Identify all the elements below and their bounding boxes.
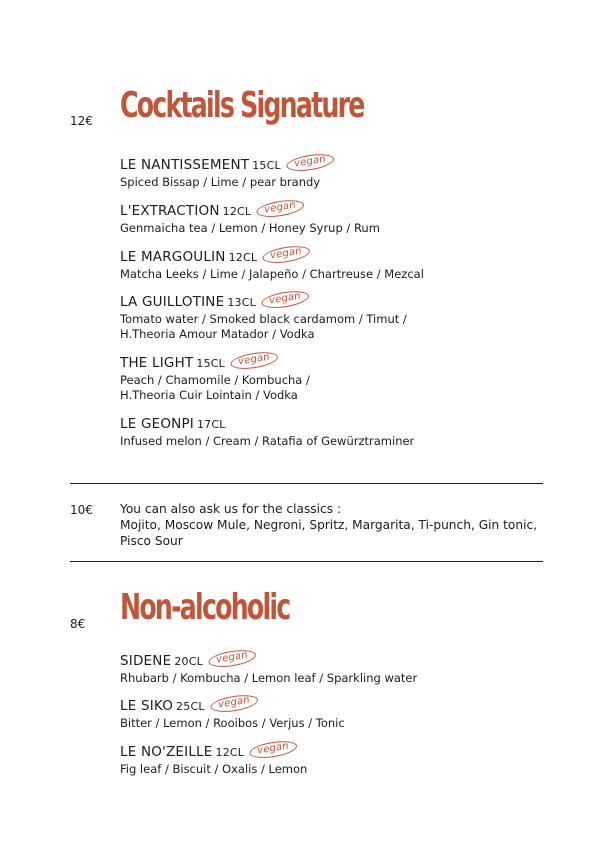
item-volume: 20CL	[174, 655, 203, 668]
divider	[70, 483, 543, 484]
item-volume: 12CL	[228, 251, 258, 264]
item-name: LE NANTISSEMENT	[120, 157, 250, 173]
item-volume: 17CL	[196, 418, 226, 431]
non-alcoholic-title: Non-alcoholic	[120, 587, 290, 628]
vegan-badge: vegan	[285, 151, 335, 173]
item-volume: 15CL	[196, 357, 225, 370]
divider	[70, 561, 543, 562]
item-description: H.Theoria Amour Matador / Vodka	[120, 327, 315, 341]
vegan-badge: vegan	[209, 692, 259, 714]
cocktails-price: 12€	[70, 114, 93, 128]
item-name: SIDENE	[120, 653, 172, 669]
vegan-badge: vegan	[207, 647, 257, 669]
item-description: Peach / Chamomile / Kombucha /	[120, 373, 310, 387]
item-name: L'EXTRACTION	[120, 203, 220, 219]
menu-item	[120, 153, 335, 190]
item-description: Matcha Leeks / Lime / Jalapeño / Chartreuse / Mezcal	[120, 267, 424, 281]
menu-item	[120, 245, 424, 282]
non-alcoholic-price: 8€	[70, 617, 86, 631]
item-description: Spiced Bissap / Lime / pear brandy	[120, 175, 321, 189]
vegan-badge: vegan	[260, 288, 310, 310]
item-description: Infused melon / Cream / Ratafia of Gewürztraminer	[120, 434, 415, 448]
item-volume: 12CL	[222, 205, 252, 218]
item-volume: 12CL	[215, 746, 245, 759]
item-volume: 13CL	[227, 296, 256, 309]
menu-item	[120, 199, 380, 236]
vegan-badge: vegan	[262, 243, 312, 265]
vegan-badge: vegan	[256, 197, 306, 219]
menu-item	[120, 415, 414, 449]
menu-item	[120, 351, 310, 403]
item-description: Fig leaf / Biscuit / Oxalis / Lemon	[120, 762, 308, 776]
item-description: H.Theoria Cuir Lointain / Vodka	[120, 388, 298, 402]
classics-list: Mojito, Moscow Mule, Negroni, Spritz, Margarita, Ti-punch, Gin tonic, Pisco Sour	[120, 518, 538, 548]
menu-item	[120, 649, 418, 686]
item-name: LA GUILLOTINE	[120, 294, 225, 310]
item-volume: 15CL	[252, 159, 281, 172]
item-name: LE GEONPI	[120, 416, 194, 432]
item-name: LE SIKO	[120, 698, 174, 714]
menu-item	[120, 694, 345, 731]
classics-intro: You can also ask us for the classics :	[120, 502, 342, 516]
item-volume: 25CL	[176, 700, 205, 713]
item-description: Tomato water / Smoked black cardamom / Timut /	[120, 312, 407, 326]
item-name: LE NO'ZEILLE	[120, 744, 213, 760]
item-description: Genmaicha tea / Lemon / Honey Syrup / Rum	[120, 221, 380, 235]
item-description: Bitter / Lemon / Rooibos / Verjus / Tonic	[120, 716, 345, 730]
item-name: LE MARGOULIN	[120, 249, 226, 265]
item-name: THE LIGHT	[120, 355, 194, 371]
menu-item	[120, 290, 407, 342]
vegan-badge: vegan	[248, 738, 298, 760]
vegan-badge: vegan	[229, 349, 279, 371]
menu-item	[120, 740, 308, 777]
item-description: Rhubarb / Kombucha / Lemon leaf / Sparkling water	[120, 671, 418, 685]
classics-price: 10€	[70, 503, 93, 517]
cocktails-title: Cocktails Signature	[120, 85, 364, 126]
